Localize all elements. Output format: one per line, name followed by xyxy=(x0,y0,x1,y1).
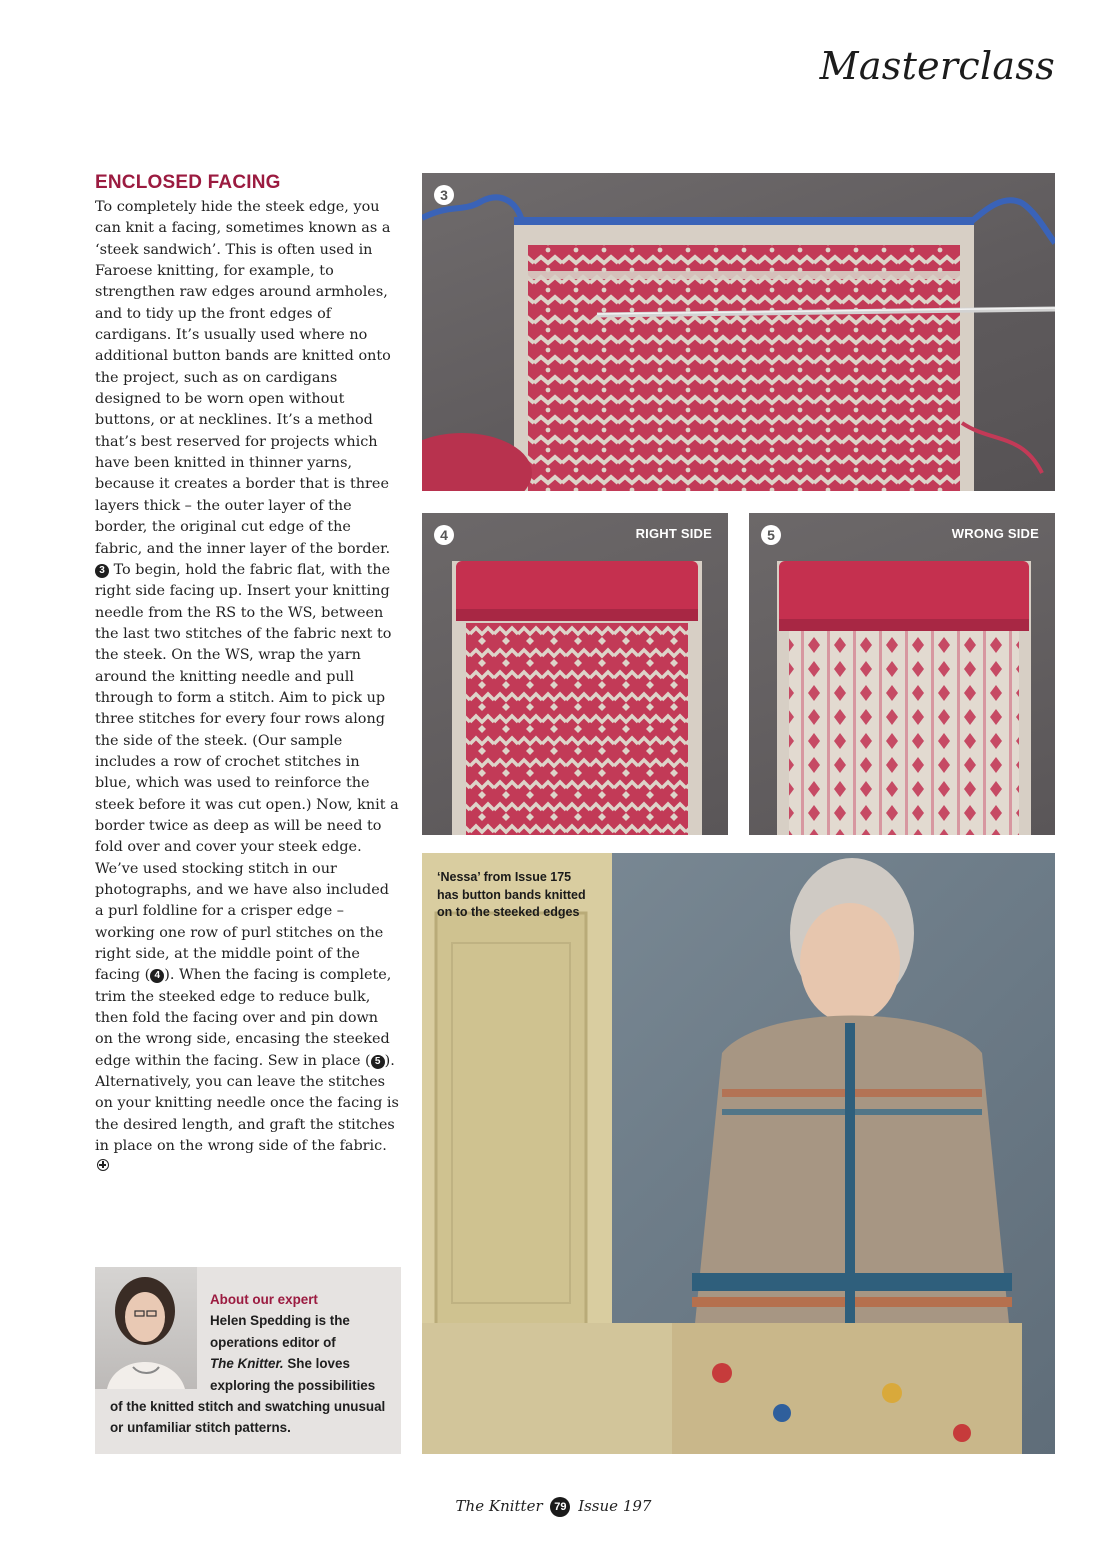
photo-ref-5-icon: 5 xyxy=(371,1055,385,1069)
footer-issue: Issue 197 xyxy=(578,1497,652,1515)
article-heading: ENCLOSED FACING xyxy=(95,172,281,193)
end-of-article-icon xyxy=(97,1159,109,1171)
expert-bio xyxy=(95,1289,385,1439)
about-expert-box xyxy=(95,1267,401,1454)
photo-label-wrong-side: WRONG SIDE xyxy=(951,526,1039,541)
expert-bio-fragment: She loves xyxy=(283,1356,350,1372)
knit-swatch-illustration xyxy=(422,173,1055,491)
magazine-name: The Knitter. xyxy=(210,1356,284,1372)
knit-swatch-wrong-side xyxy=(749,513,1055,835)
paragraph-method xyxy=(95,560,400,1179)
page-footer xyxy=(0,1497,1107,1517)
paragraph-intro: To completely hide the steek edge, you can knit a facing, sometimes known as a ‘steek sandwich’. This is often used in Faroese knitting, for example, to strengthen raw edges around armholes, and to tidy up the front edges of cardigans. It’s usually used where no additional button bands are knitted onto the project, such as on cardigans designed to be worn open without buttons, or at necklines. It’s a method that’s best reserved for projects which have been knitted in thinner yarns, because it creates a border that is three layers thick – the outer layer of the border, the original cut edge of the fabric, and the inner layer of the border. xyxy=(95,199,391,557)
expert-bio-line: of the knitted stitch and swatching unusual xyxy=(110,1399,386,1415)
knit-swatch-right-side xyxy=(422,513,728,835)
photo-steek-pickup xyxy=(422,173,1055,491)
photo-right-side xyxy=(422,513,728,835)
expert-bio-line: operations editor of xyxy=(210,1334,336,1350)
section-title: Masterclass xyxy=(819,44,1055,88)
photo-number-5-icon: 5 xyxy=(761,525,781,545)
photo-number-3-icon: 3 xyxy=(434,185,454,205)
model-cardigan-illustration xyxy=(422,853,1055,1454)
photo-label-right-side: RIGHT SIDE xyxy=(635,526,712,541)
photo-caption: ‘Nessa’ from Issue 175 has button bands knitted on to the steeked edges xyxy=(437,870,586,919)
photo-wrong-side xyxy=(749,513,1055,835)
footer-magazine: The Knitter xyxy=(455,1497,543,1515)
expert-bio-line: exploring the possibilities xyxy=(210,1377,376,1393)
expert-bio-line: Helen Spedding is the xyxy=(210,1313,350,1329)
page-number: 79 xyxy=(550,1497,570,1517)
photo-nessa-cardigan xyxy=(422,853,1055,1454)
article-body xyxy=(95,197,400,1179)
method-text-c: ). Alternatively, you can leave the stitches on your knitting needle once the facing is the desired length, and graft the stitches in place on the wrong side of the fabric. xyxy=(95,1052,399,1155)
step-3-icon: 3 xyxy=(95,564,109,578)
expert-bio-line: or unfamiliar stitch patterns. xyxy=(110,1420,291,1436)
expert-bio-line xyxy=(95,1353,385,1374)
photo-ref-4-icon: 4 xyxy=(150,969,164,983)
method-text-b: ). When the facing is complete, trim the steeked edge to reduce bulk, then fold the facing over and pin down on the wrong side, encasing the steeked edge within the facing. Sew in place ( xyxy=(95,967,392,1069)
method-text-a: To begin, hold the fabric flat, with the right side facing up. Insert your knitting needle from the RS to the WS, between the last two stitches of the fabric next to the steek. On the WS, wrap the yarn around the knitting needle and pull through to form a stitch. Aim to pick up three stitches for every four rows along the side of the steek. (Our sample includes a row of crochet stitches in blue, which was used to reinforce the steek before it was cut open.) Now, knit a border twice as deep as will be need to fold over and cover your steek edge. We’ve used stocking stitch in our photographs, and we have also included a purl foldline for a crisper edge – working one row of purl stitches on the right side, at the middle point of the facing ( xyxy=(95,561,399,984)
photo-number-4-icon: 4 xyxy=(434,525,454,545)
expert-title: About our expert xyxy=(210,1292,318,1307)
